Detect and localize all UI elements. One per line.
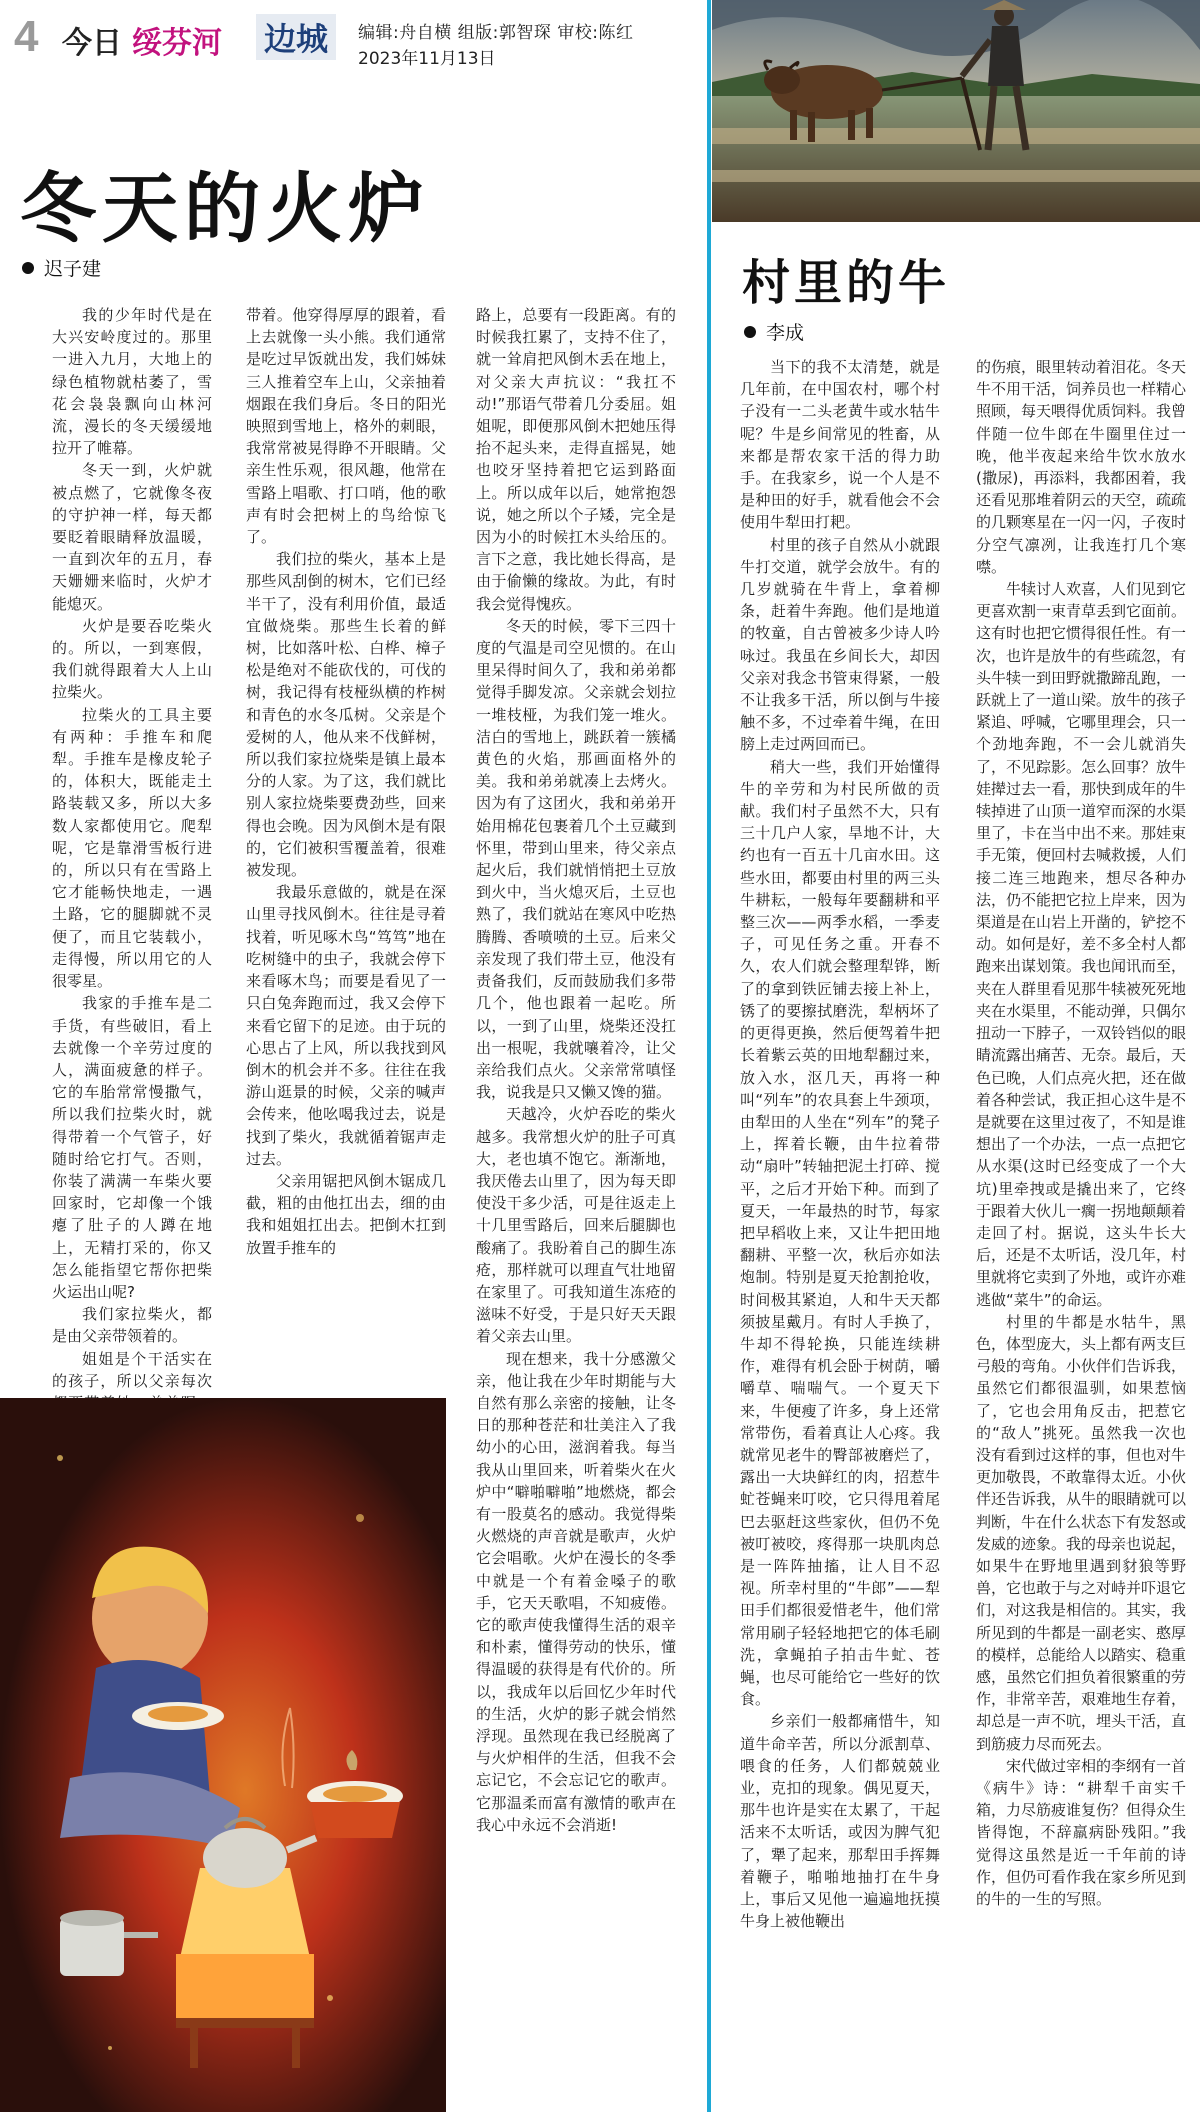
- farm-illustration: [712, 0, 1200, 222]
- section-title: 边城: [256, 14, 336, 60]
- bullet-icon: [744, 326, 756, 338]
- paragraph: 我的少年时代是在大兴安岭度过的。那里一进入九月，大地上的绿色植物就枯萎了，雪花会袅袅飘向山林河流，漫长的冬天缓缓地拉开了帷幕。: [52, 306, 212, 458]
- article-column: [976, 356, 1186, 2090]
- paragraph: 拉柴火的工具主要有两种：手推车和爬犁。手推车是橡皮轮子的，体积大，既能走土路装载又多，所以大多数人家都使用它。爬犁呢，它是靠滑雪板行进的，所以只有在雪路上它才能畅快地走，一遇土路，它的腿脚就不灵便了，而且它装载小，走得慢，所以用它的人很零星。: [52, 705, 212, 991]
- editor-credits: 编辑:舟自横 组版:郭智琛 审校:陈红: [358, 23, 634, 43]
- article-title: 村里的牛: [742, 255, 951, 311]
- publication-date: 2023年11月13日: [358, 49, 496, 69]
- article-title: 冬天的火炉: [20, 164, 430, 253]
- paragraph: 火炉是要吞吃柴火的。所以，一到寒假，我们就得跟着大人上山拉柴火。: [52, 616, 212, 702]
- paragraph: 牛犊讨人欢喜，人们见到它更喜欢割一束青草丢到它面前。这有时也把它惯得很任性。有一次，也许是放牛的有些疏忽，有头牛犊一到田野就撒蹄乱跑，一跃就上了一道山梁。放牛的孩子紧追、呼喊，它哪里理会，只一个劲地奔跑，不一会儿就消失了，不见踪影。怎么回事？放牛娃撵过去一看，那快到成年的牛犊掉进了山顶一道窄而深的水渠里了，卡在当中出不来。那娃束手无策，便回村去喊救援，人们接二连三地跑来，想尽各种办法，仍不能把它拉上岸来，因为渠道是在山岩上开凿的，铲挖不动。如何是好，差不多全村人都跑来出谋划策。我也闻讯而至，夹在人群里看见那牛犊被死死地夹在水渠里，不能动弹，只偶尔扭动一下脖子，一双铃铛似的眼睛流露出痛苦、无奈。最后，天色已晚，人们点亮火把，还在做着各种尝试，我正担心这牛是不是就要在这里过夜了，不知是谁想出了一个办法，一点一点把它从水渠(这时已经变成了一个大坑)里牵拽或是撬出来了，它终于跟着大伙儿一瘸一拐地颠颠着走回了村。据说，这头牛长大后，还是不太听话，没几年，村里就将它卖到了外地，或许亦难逃做“菜牛”的命运。: [976, 580, 1187, 1309]
- paragraph: 的伤痕，眼里转动着泪花。冬天牛不用干活，饲养员也一样精心照顾，每天喂得优质饲料。我曾伴随一位牛郎在牛圈里住过一晚，他半夜起来给牛饮水放水(撒尿)，再添料，我都困着，我还看见那堆着阴云的天空，疏疏的几颗寒星在一闪一闪，子夜时分空气凛冽，让我连打几个寒噤。: [976, 358, 1187, 576]
- author-name: 李成: [766, 322, 805, 344]
- paragraph: 现在想来，我十分感激父亲，他让我在少年时期能与大自然有那么亲密的接触，让冬日的那种苍茫和壮美注入了我幼小的心田，滋润着我。每当我从山里回来，听着柴火在火炉中“噼啪噼啪”地燃烧，都会有一股莫名的感动。我觉得柴火燃烧的声音就是歌声，火炉它会唱歌。火炉在漫长的冬季中就是一个有着金嗓子的歌手，它天天歌唱，不知疲倦。它的歌声使我懂得生活的艰辛和朴素，懂得劳动的快乐，懂得温暖的获得是有代价的。所以，我成年以后回忆少年时代的生活，火炉的影子就会悄然浮现。虽然现在我已经脱离了与火炉相伴的生活，但我不会忘记它，不会忘记它的歌声。它那温柔而富有激情的歌声在我心中永远不会消逝!: [476, 1349, 676, 1834]
- article-column: [52, 304, 212, 1390]
- paragraph: 冬天一到，火炉就被点燃了，它就像冬夜的守护神一样，每天都要眨着眼睛释放温暖，一直到次年的五月，春天姗姗来临时，火炉才能熄灭。: [52, 461, 212, 613]
- paragraph: 父亲用锯把风倒木锯成几截，粗的由他扛出去，细的由我和姐姐扛出去。把倒木扛到放置手推车的: [246, 1171, 446, 1257]
- paragraph: 我最乐意做的，就是在深山里寻找风倒木。往往是寻着找着，听见啄木鸟“笃笃”地在吃树缝中的虫子，我就会停下来看啄木鸟；而要是看见了一只白兔奔跑而过，我又会停下来看它留下的足迹。由于玩的心思占了上风，所以我找到风倒木的机会并不多。往往在我游山逛景的时候，父亲的喊声会传来，他吆喝我过去，说是找到了柴火，我就循着锯声走过去。: [246, 883, 446, 1168]
- paragraph: 村里的牛都是水牯牛，黑色，体型庞大，头上都有两支巨弓般的弯角。小伙伴们告诉我，虽然它们都很温驯，如果惹恼了，它也会用角反击，把惹它的“敌人”挑死。虽然我一次也没有看到过这样的事，但也对牛更加敬畏，不敢靠得太近。小伙伴还告诉我，从牛的眼睛就可以判断，牛在什么状态下有发怒或发威的迹象。我的母亲也说起，如果牛在野地里遇到豺狼等野兽，它也敢于与之对峙并吓退它们，对这我是相信的。其实，我所见到的牛都是一副老实、憨厚的模样，总能给人以踏实、稳重感，虽然它们担负着很繁重的劳作，非常辛苦，艰难地生存着，却总是一声不吭，埋头干活，直到筋疲力尽而死去。: [976, 1312, 1187, 1753]
- paragraph: 我们拉的柴火，基本上是那些风刮倒的树木，它们已经半干了，没有利用价值，最适宜做烧柴。那些生长着的鲜树，比如落叶松、白桦、樟子松是绝对不能砍伐的，可伐的树，我记得有枝桠纵横的柞树和青色的水冬瓜树。父亲是个爱树的人，他从来不伐鲜树，所以我们家拉烧柴是镇上最本分的人家。为了这，我们就比别人家拉烧柴要费劲些，回来得也会晚。因为风倒木是有限的，它们被积雪覆盖着，很难被发现。: [246, 550, 446, 880]
- column-divider: [707, 0, 711, 2112]
- paragraph: 带着。他穿得厚厚的跟着，看上去就像一头小熊。我们通常是吃过早饭就出发，我们姊妹三人推着空车上山，父亲抽着烟跟在我们身后。冬日的阳光映照到雪地上，格外的刺眼，我常常被晃得睁不开眼睛。父亲生性乐观，很风趣，他常在雪路上唱歌、打口哨，他的歌声有时会把树上的鸟给惊飞了。: [246, 306, 446, 547]
- article-column: [246, 304, 446, 1364]
- paragraph: 乡亲们一般都痛惜牛，知道牛命辛苦，所以分派割草、喂食的任务，人们都兢兢业业，克扣的现象。偶见夏天，那牛也许是实在太累了，干起活来不太听话，或因为脾气犯了，犟了起来，那犁田手挥舞着鞭子，啪啪地抽打在牛身上，事后又见他一遍遍地抚摸牛身上被他鞭出: [740, 1712, 940, 1931]
- stove-illustration: [0, 1398, 446, 2112]
- brand-city: 绥芬河: [132, 26, 222, 61]
- article-byline: [22, 254, 101, 281]
- author-name: 迟子建: [44, 258, 102, 280]
- paragraph: 姐姐是个干活实在的孩子，所以父亲每次: [52, 1349, 212, 1390]
- paragraph: 我家的手推车是二手货，有些破旧，看上去就像一个辛劳过度的人，满面疲惫的样子。它的车胎常常慢撒气，所以我们拉柴火时，就得带着一个气管子，好随时给它打气。否则，你装了满满一车柴火要回家时，它却像一个饿瘪了肚子的人蹲在地上，无精打采的，你又怎么能指望它帮你把柴火运出山呢?: [52, 994, 212, 1301]
- article-byline: [744, 318, 804, 345]
- paragraph: 天越冷，火炉吞吃的柴火越多。我常想火炉的肚子可真大，老也填不饱它。渐渐地，我厌倦去山里了，因为每天即使没干多少活，可是往返走上十几里雪路后，回来后腿脚也酸痛了。我盼着自己的脚生冻疮，那样就可以理直气壮地留在家里了。可我知道生冻疮的滋味不好受，于是只好天天跟着父亲去山里。: [476, 1105, 676, 1346]
- paragraph: 当下的我不太清楚，就是几年前，在中国农村，哪个村子没有一二头老黄牛或水牯牛呢？牛是乡间常见的牲畜，从来都是帮农家干活的得力助手。在我家乡，说一个人是不是种田的好手，就看他会不会使用牛犁田打耙。: [740, 358, 940, 532]
- article-column: [476, 304, 676, 2094]
- bullet-icon: [22, 262, 34, 274]
- paragraph: 冬天的时候，零下三四十度的气温是司空见惯的。在山里呆得时间久了，我和弟弟都觉得手脚发凉。父亲就会划拉一堆枝桠，为我们笼一堆火。洁白的雪地上，跳跃着一簇橘黄色的火焰，那画面格外的美。我和弟弟就凑上去烤火。因为有了这团火，我和弟弟开始用棉花包裹着几个土豆藏到怀里，带到山里来，待父亲点起火后，我们就悄悄把土豆放到火中，当火熄灭后，土豆也熟了，我们就站在寒风中吃热腾腾、香喷喷的土豆。后来父亲发现了我们带土豆，他没有责备我们，反而鼓励我们多带几个，他也跟着一起吃。所以，一到了山里，烧柴还没扛出一根呢，我就嚷着冷，让父亲给我们点火。父亲常常嗔怪我，说我是只又懒又馋的猫。: [476, 616, 676, 1102]
- paragraph: 稍大一些，我们开始懂得牛的辛劳和为村民所做的贡献。我们村子虽然不大，只有三十几户人家，旱地不计，大约也有一百五十几亩水田。这些水田，都要由村里的两三头牛耕耘，一般每年要翻耕和平整三次——两季水稻，一季麦子，可见任务之重。开春不久，农人们就会整理犁铧，断了的拿到铁匠铺去接上补上，锈了的要擦拭磨洗，犁柄坏了的更得更换，然后便驾着牛把长着紫云英的田地犁翻过来，放入水，沤几天，再将一种叫“列车”的农具套上牛颈项，由犁田的人坐在“列车”的凳子上，挥着长鞭，由牛拉着带动“扇叶”转轴把泥土打碎、搅平，之后才开始下种。而到了夏天，一年最热的时节，每家把早稻收上来，又让牛把田地翻耕、平整一次，秋后亦如法炮制。特别是夏天抢割抢收，时间极其紧迫，人和牛天天都须披星戴月。有时人手换了，牛却不得轮换，只能连续耕作，难得有机会卧于树荫，嚼嚼草、喘喘气。一个夏天下来，牛便瘦了许多，身上还常常带伤，看着真让人心疼。我就常见老牛的臀部被磨烂了，露出一大块鲜红的肉，招惹牛虻苍蝇来叮咬，它只得甩着尾巴去驱赶这些家伙，但仍不免被叮被咬，疼得那一块肌肉总是一阵阵抽搐，让人目不忍视。所幸村里的“牛郎”——犁田手们都很爱惜老牛，他们常常用刷子轻轻地把它的体毛刷洗，拿蝇拍子拍击牛虻、苍蝇，也尽可能给它一些好的饮食。: [740, 757, 940, 1709]
- brand-name: 今日: [62, 26, 122, 61]
- article-column: [740, 356, 940, 2090]
- paragraph: 村里的孩子自然从小就跟牛打交道，就学会放牛。有的几岁就骑在牛背上，拿着柳条，赶着牛奔跑。他们是地道的牧童，自古曾被多少诗人吟咏过。我虽在乡间长大，却因父亲对我念书管束得紧，一般不让我多干活，所以倒与牛接触不多，不过牵着牛绳，在田膀上走过两回而已。: [740, 535, 940, 754]
- paragraph: 我们家拉柴火，都是由父亲带领着的。: [52, 1305, 212, 1346]
- paragraph: 路上，总要有一段距离。有的时候我扛累了，支持不住了，就一耸肩把风倒木丢在地上，对父亲大声抗议：“我扛不动!”那语气带着几分委屈。姐姐呢，即便那风倒木把她压得抬不起头来，走得直摇晃，她也咬牙坚持着把它运到路面上。所以成年以后，她常抱怨说，她之所以个子矮，完全是因为小的时候扛木头给压的。言下之意，我比她长得高，是由于偷懒的缘故。为此，有时我会觉得愧疚。: [476, 306, 676, 613]
- paragraph: 宋代做过宰相的李纲有一首《病牛》诗：“耕犁千亩实千箱，力尽筋疲谁复伤？但得众生皆得饱，不辞羸病卧残阳。”我觉得这虽然是近一千年前的诗作，但仍可看作我在家乡所见到的牛的一生的写照。: [976, 1756, 1187, 1909]
- page-number: 4: [14, 12, 39, 61]
